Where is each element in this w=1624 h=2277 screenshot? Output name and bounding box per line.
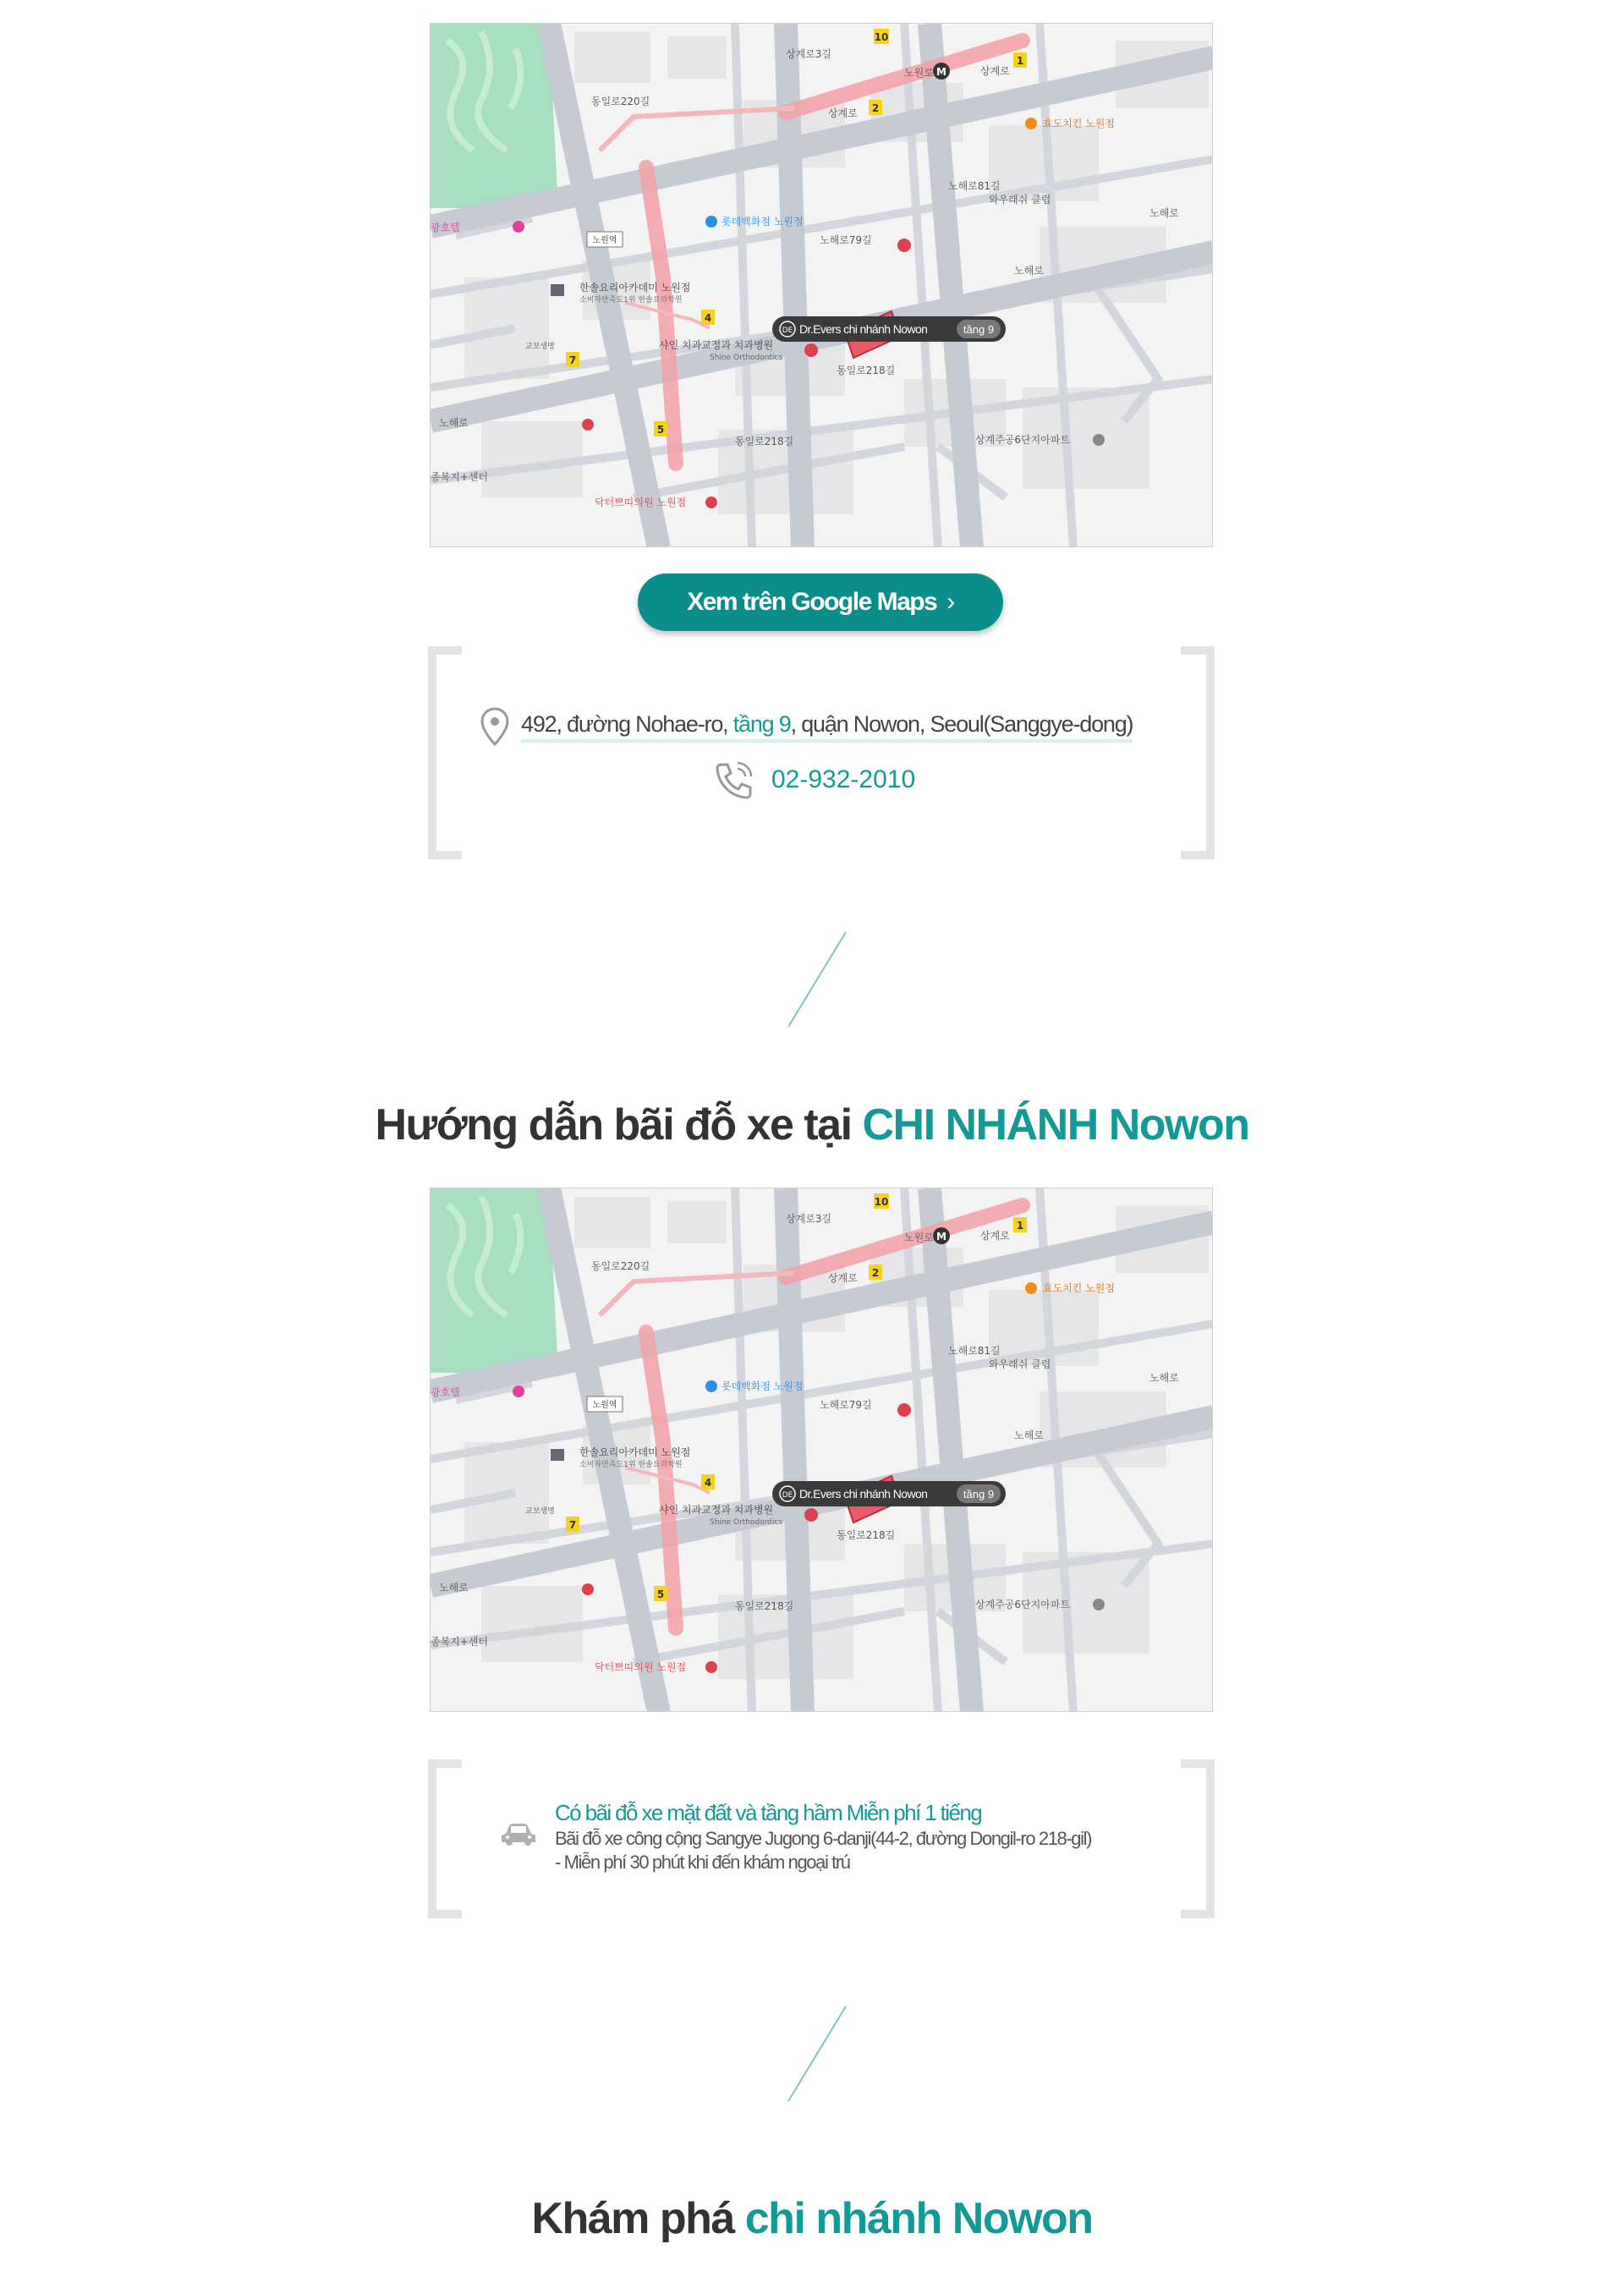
svg-text:1: 1 <box>1016 55 1024 67</box>
address-line <box>480 707 1133 746</box>
parking-info <box>501 1798 1091 1874</box>
divider-line <box>787 2005 848 2103</box>
svg-text:DE: DE <box>782 326 793 335</box>
svg-text:2: 2 <box>871 102 880 114</box>
svg-text:한솔요리아카데미 노원점: 한솔요리아카데미 노원점 <box>579 282 691 294</box>
svg-text:와우래쉬 클럽: 와우래쉬 클럽 <box>989 194 1051 206</box>
address-text: 492, đường Nohae-ro, tầng 9, quận Nowon, Seoul(Sanggye-dong) <box>521 711 1133 743</box>
svg-text:교보생명: 교보생명 <box>525 343 555 351</box>
svg-text:동일로218길: 동일로218길 <box>837 365 896 376</box>
svg-text:상계로: 상계로 <box>980 1230 1010 1242</box>
svg-text:상계로3길: 상계로3길 <box>786 1213 832 1225</box>
svg-text:종복지+센터: 종복지+센터 <box>431 1636 489 1648</box>
parking-note: - Miễn phí 30 phút khi đến khám ngoại trú <box>555 1852 850 1873</box>
svg-text:상계로: 상계로 <box>828 1272 858 1284</box>
svg-text:소비자만족도1위 한솔요리학원: 소비자만족도1위 한솔요리학원 <box>579 296 683 305</box>
bracket-left <box>428 1759 462 1918</box>
svg-text:Shine Orthodontics: Shine Orthodontics <box>710 354 783 362</box>
phone-icon <box>712 760 756 800</box>
parking-info-box <box>428 1759 1215 1918</box>
svg-text:샤인 치과교정과 치과병원: 샤인 치과교정과 치과병원 <box>659 339 774 351</box>
svg-text:5: 5 <box>656 424 665 436</box>
svg-text:Shine Orthodontics: Shine Orthodontics <box>710 1518 783 1527</box>
explore-heading: Khám phá chi nhánh Nowon <box>0 2193 1624 2244</box>
svg-text:노해로81길: 노해로81길 <box>948 180 1001 192</box>
parking-heading: Hướng dẫn bãi đỗ xe tại CHI NHÁNH Nowon <box>0 1100 1624 1150</box>
svg-text:DE: DE <box>782 1491 793 1500</box>
svg-text:상계로: 상계로 <box>980 65 1010 77</box>
map-canvas <box>431 1188 1213 1712</box>
bracket-left <box>428 646 462 859</box>
car-icon <box>501 1822 536 1847</box>
svg-text:4: 4 <box>704 312 712 324</box>
svg-text:tầng 9: tầng 9 <box>963 323 995 336</box>
svg-text:노해로: 노해로 <box>439 417 469 429</box>
svg-text:5: 5 <box>656 1588 665 1600</box>
bracket-right <box>1181 1759 1215 1918</box>
svg-text:광호텔: 광호텔 <box>431 222 460 233</box>
svg-text:노원로: 노원로 <box>904 67 934 79</box>
svg-text:교보생명: 교보생명 <box>525 1507 555 1516</box>
svg-text:효도치킨 노원점: 효도치킨 노원점 <box>1043 118 1115 129</box>
location-map[interactable] <box>430 23 1213 547</box>
svg-text:Dr.Evers chi nhánh Nowon: Dr.Evers chi nhánh Nowon <box>799 1487 928 1501</box>
divider-line <box>787 930 848 1029</box>
address-floor: tầng 9 <box>732 711 791 737</box>
svg-text:와우래쉬 클럽: 와우래쉬 클럽 <box>989 1358 1051 1370</box>
svg-text:노해로: 노해로 <box>1149 1372 1179 1384</box>
svg-text:종복지+센터: 종복지+센터 <box>431 471 489 483</box>
station-label: 노원역 <box>592 1401 617 1410</box>
svg-text:상계주공6단지아파트: 상계주공6단지아파트 <box>975 434 1070 446</box>
svg-text:상계로3길: 상계로3길 <box>786 48 832 60</box>
svg-text:노해로79길: 노해로79길 <box>820 234 872 246</box>
svg-text:동일로218길: 동일로218길 <box>735 436 794 447</box>
svg-text:노해로: 노해로 <box>1149 207 1179 219</box>
svg-text:10: 10 <box>874 31 889 43</box>
svg-text:상계로: 상계로 <box>828 107 858 119</box>
svg-text:닥터쁘띠의원 노원점: 닥터쁘띠의원 노원점 <box>595 497 687 508</box>
svg-text:2: 2 <box>871 1267 880 1279</box>
svg-text:동일로220길: 동일로220길 <box>591 1260 650 1272</box>
svg-text:M: M <box>936 66 946 78</box>
address-box <box>428 646 1215 859</box>
bracket-right <box>1181 646 1215 859</box>
svg-text:노원로: 노원로 <box>904 1232 934 1243</box>
svg-text:롯데백화점 노원점: 롯데백화점 노원점 <box>721 216 804 228</box>
svg-text:롯데백화점 노원점: 롯데백화점 노원점 <box>721 1380 804 1392</box>
svg-text:노해로: 노해로 <box>439 1582 469 1594</box>
svg-text:광호텔: 광호텔 <box>431 1386 460 1398</box>
svg-text:노해로79길: 노해로79길 <box>820 1399 872 1411</box>
location-pin-icon <box>480 707 509 746</box>
svg-text:동일로220길: 동일로220길 <box>591 96 650 107</box>
svg-text:7: 7 <box>568 354 577 366</box>
parking-detail: Bãi đỗ xe công cộng Sangye Jugong 6-danji(44-2, đường Dongil-ro 218-gil) <box>555 1828 1092 1849</box>
svg-text:한솔요리아카데미 노원점: 한솔요리아카데미 노원점 <box>579 1446 691 1458</box>
svg-text:효도치킨 노원점: 효도치킨 노원점 <box>1043 1282 1115 1294</box>
svg-text:10: 10 <box>874 1196 889 1208</box>
svg-text:동일로218길: 동일로218길 <box>837 1529 896 1541</box>
svg-text:샤인 치과교정과 치과병원: 샤인 치과교정과 치과병원 <box>659 1504 774 1516</box>
phone-number[interactable]: 02-932-2010 <box>771 765 916 793</box>
parking-map[interactable] <box>430 1188 1213 1712</box>
chevron-right-icon: › <box>946 588 954 616</box>
clinic-marker[interactable] <box>772 1481 1006 1506</box>
svg-text:tầng 9: tầng 9 <box>963 1488 995 1501</box>
parking-title: Có bãi đỗ xe mặt đất và tầng hầm Miễn phí 1 tiếng <box>555 1800 982 1825</box>
svg-text:노해로: 노해로 <box>1014 1429 1044 1441</box>
svg-text:노해로81길: 노해로81길 <box>948 1345 1001 1357</box>
svg-text:노해로: 노해로 <box>1014 265 1044 277</box>
svg-text:소비자만족도1위 한솔요리학원: 소비자만족도1위 한솔요리학원 <box>579 1461 683 1469</box>
svg-text:닥터쁘띠의원 노원점: 닥터쁘띠의원 노원점 <box>595 1661 687 1673</box>
station-label: 노원역 <box>592 236 617 245</box>
svg-text:7: 7 <box>568 1519 577 1531</box>
clinic-marker[interactable] <box>772 316 1006 342</box>
map-canvas <box>431 24 1213 547</box>
view-on-google-maps-button[interactable] <box>638 573 1003 631</box>
phone-line[interactable] <box>712 760 915 800</box>
svg-text:1: 1 <box>1016 1220 1024 1232</box>
svg-text:4: 4 <box>704 1477 712 1489</box>
svg-text:Dr.Evers chi nhánh Nowon: Dr.Evers chi nhánh Nowon <box>799 322 928 336</box>
svg-text:상계주공6단지아파트: 상계주공6단지아파트 <box>975 1599 1070 1610</box>
svg-text:M: M <box>936 1231 946 1243</box>
svg-text:동일로218길: 동일로218길 <box>735 1600 794 1612</box>
google-maps-button-label: Xem trên Google Maps <box>687 588 937 616</box>
